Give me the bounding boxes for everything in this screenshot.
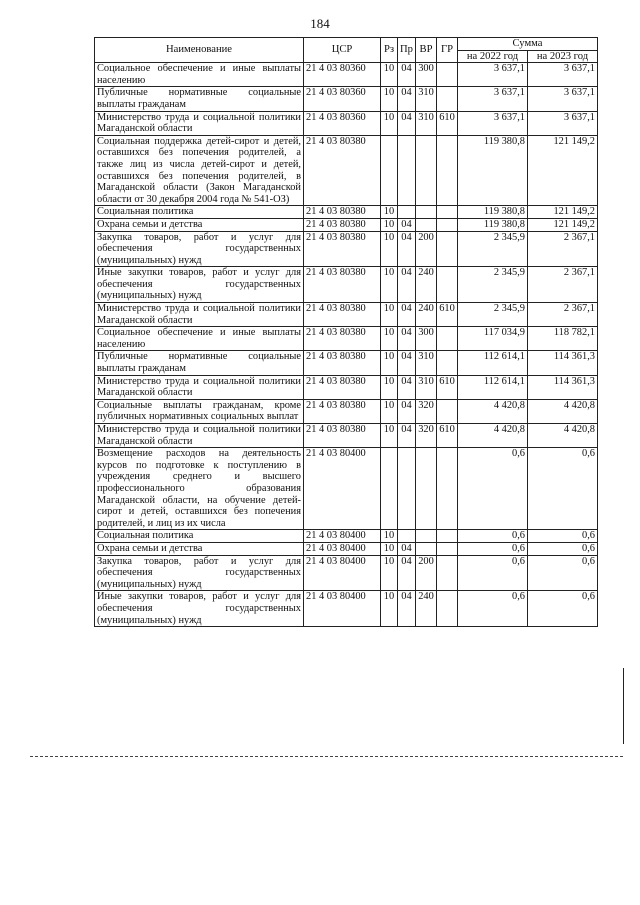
row-csr-cell: 21 4 03 80400 [304,555,381,591]
row-name-cell: Социальная поддержка детей-сирот и детей, оставшихся без попечения родителей, а также лиц из числа детей-сирот и детей, оставшихся без попечения родителей, в Магаданской области (Закон Магаданской области от 30 декабря 2004 года № 541-ОЗ) [95,135,304,206]
budget-table [94,37,598,627]
row-rz-cell: 10 [381,399,398,423]
row-csr-cell: 21 4 03 80360 [304,87,381,111]
row-vr-cell: 300 [416,327,437,351]
row-vr-cell: 240 [416,267,437,303]
row-pr-cell: 04 [398,542,416,555]
row-amount-2022: 0,6 [458,555,528,591]
row-gr-cell [437,206,458,219]
row-pr-cell: 04 [398,303,416,327]
row-amount-2023: 4 420,8 [528,399,598,423]
row-amount-2023: 0,6 [528,591,598,627]
row-amount-2023: 121 149,2 [528,135,598,206]
row-name-cell: Социальные выплаты гражданам, кроме публичных нормативных социальных выплат [95,399,304,423]
row-amount-2023: 3 637,1 [528,111,598,135]
table-row [95,530,598,543]
margin-vertical-line [623,668,624,744]
row-gr-cell [437,399,458,423]
row-csr-cell: 21 4 03 80380 [304,231,381,267]
row-pr-cell [398,135,416,206]
header-rz: Рз [381,38,398,63]
row-pr-cell: 04 [398,591,416,627]
row-amount-2022: 112 614,1 [458,351,528,375]
row-csr-cell: 21 4 03 80360 [304,63,381,87]
row-vr-cell: 240 [416,591,437,627]
row-csr-cell: 21 4 03 80400 [304,591,381,627]
row-csr-cell: 21 4 03 80360 [304,111,381,135]
row-csr-cell: 21 4 03 80380 [304,424,381,448]
row-gr-cell [437,591,458,627]
table-row [95,424,598,448]
row-vr-cell [416,206,437,219]
row-amount-2022: 2 345,9 [458,267,528,303]
row-rz-cell [381,135,398,206]
row-vr-cell [416,448,437,530]
row-amount-2022: 3 637,1 [458,87,528,111]
row-rz-cell: 10 [381,591,398,627]
row-amount-2022: 119 380,8 [458,206,528,219]
row-amount-2023: 2 367,1 [528,231,598,267]
row-amount-2022: 119 380,8 [458,218,528,231]
row-csr-cell: 21 4 03 80380 [304,218,381,231]
table-row [95,375,598,399]
table-row [95,135,598,206]
table-body [95,63,598,627]
header-row-1 [95,38,598,51]
header-gr: ГР [437,38,458,63]
row-vr-cell [416,542,437,555]
page-separator-line [30,756,623,757]
row-pr-cell: 04 [398,63,416,87]
row-csr-cell: 21 4 03 80380 [304,327,381,351]
row-vr-cell: 320 [416,424,437,448]
header-csr: ЦСР [304,38,381,63]
row-amount-2022: 0,6 [458,591,528,627]
row-gr-cell [437,63,458,87]
row-name-cell: Закупка товаров, работ и услуг для обеспечения государственных (муниципальных) нужд [95,555,304,591]
row-csr-cell: 21 4 03 80400 [304,530,381,543]
row-name-cell: Публичные нормативные социальные выплаты гражданам [95,351,304,375]
row-gr-cell [437,530,458,543]
row-vr-cell: 200 [416,555,437,591]
row-pr-cell: 04 [398,375,416,399]
row-amount-2023: 0,6 [528,542,598,555]
row-name-cell: Иные закупки товаров, работ и услуг для обеспечения государственных (муниципальных) нужд [95,267,304,303]
row-gr-cell [437,327,458,351]
row-rz-cell: 10 [381,63,398,87]
row-rz-cell: 10 [381,424,398,448]
row-pr-cell: 04 [398,327,416,351]
row-vr-cell: 300 [416,63,437,87]
row-name-cell: Министерство труда и социальной политики Магаданской области [95,424,304,448]
row-name-cell: Охрана семьи и детства [95,542,304,555]
row-pr-cell: 04 [398,218,416,231]
row-csr-cell: 21 4 03 80380 [304,399,381,423]
row-gr-cell [437,267,458,303]
row-rz-cell: 10 [381,542,398,555]
row-gr-cell: 610 [437,375,458,399]
row-vr-cell: 310 [416,351,437,375]
row-amount-2023: 4 420,8 [528,424,598,448]
row-name-cell: Социальная политика [95,206,304,219]
row-gr-cell [437,351,458,375]
row-rz-cell: 10 [381,111,398,135]
row-rz-cell [381,448,398,530]
row-name-cell: Публичные нормативные социальные выплаты гражданам [95,87,304,111]
table-row [95,327,598,351]
row-rz-cell: 10 [381,375,398,399]
row-name-cell: Иные закупки товаров, работ и услуг для обеспечения государственных (муниципальных) нужд [95,591,304,627]
row-pr-cell [398,530,416,543]
row-vr-cell: 200 [416,231,437,267]
row-amount-2023: 114 361,3 [528,375,598,399]
row-vr-cell: 310 [416,375,437,399]
row-amount-2022: 4 420,8 [458,399,528,423]
row-name-cell: Социальное обеспечение и иные выплаты населению [95,63,304,87]
row-amount-2023: 0,6 [528,555,598,591]
row-gr-cell: 610 [437,111,458,135]
row-csr-cell: 21 4 03 80400 [304,448,381,530]
row-rz-cell: 10 [381,303,398,327]
row-pr-cell: 04 [398,111,416,135]
row-csr-cell: 21 4 03 80380 [304,267,381,303]
row-rz-cell: 10 [381,267,398,303]
table-row [95,448,598,530]
row-amount-2023: 3 637,1 [528,63,598,87]
row-amount-2022: 117 034,9 [458,327,528,351]
row-amount-2022: 0,6 [458,542,528,555]
row-name-cell: Социальная политика [95,530,304,543]
row-rz-cell: 10 [381,555,398,591]
row-amount-2022: 0,6 [458,530,528,543]
row-pr-cell: 04 [398,424,416,448]
header-sum: Сумма [458,38,598,51]
row-gr-cell: 610 [437,303,458,327]
table-row [95,63,598,87]
row-vr-cell: 240 [416,303,437,327]
row-pr-cell: 04 [398,399,416,423]
row-csr-cell: 21 4 03 80380 [304,375,381,399]
table-row [95,218,598,231]
row-csr-cell: 21 4 03 80380 [304,135,381,206]
row-amount-2023: 121 149,2 [528,218,598,231]
table-row [95,267,598,303]
row-vr-cell: 320 [416,399,437,423]
row-gr-cell [437,231,458,267]
header-year-2023: на 2023 год [528,50,598,63]
table-row [95,591,598,627]
row-csr-cell: 21 4 03 80400 [304,542,381,555]
table-row [95,351,598,375]
row-amount-2022: 2 345,9 [458,231,528,267]
row-pr-cell: 04 [398,87,416,111]
table-row [95,542,598,555]
table-row [95,231,598,267]
row-amount-2023: 114 361,3 [528,351,598,375]
row-csr-cell: 21 4 03 80380 [304,206,381,219]
row-amount-2023: 3 637,1 [528,87,598,111]
row-amount-2023: 2 367,1 [528,303,598,327]
row-rz-cell: 10 [381,206,398,219]
row-pr-cell: 04 [398,267,416,303]
row-pr-cell: 04 [398,351,416,375]
row-amount-2022: 2 345,9 [458,303,528,327]
row-gr-cell [437,448,458,530]
row-pr-cell: 04 [398,231,416,267]
row-name-cell: Закупка товаров, работ и услуг для обеспечения государственных (муниципальных) нужд [95,231,304,267]
row-rz-cell: 10 [381,87,398,111]
row-csr-cell: 21 4 03 80380 [304,303,381,327]
row-gr-cell [437,135,458,206]
row-name-cell: Министерство труда и социальной политики Магаданской области [95,303,304,327]
row-rz-cell: 10 [381,351,398,375]
row-amount-2023: 118 782,1 [528,327,598,351]
row-gr-cell [437,555,458,591]
row-vr-cell: 310 [416,111,437,135]
row-gr-cell: 610 [437,424,458,448]
row-amount-2022: 119 380,8 [458,135,528,206]
row-amount-2023: 0,6 [528,448,598,530]
row-gr-cell [437,87,458,111]
table-row [95,555,598,591]
header-pr: Пр [398,38,416,63]
row-name-cell: Социальное обеспечение и иные выплаты населению [95,327,304,351]
row-rz-cell: 10 [381,231,398,267]
row-pr-cell [398,206,416,219]
row-amount-2023: 0,6 [528,530,598,543]
table-row [95,111,598,135]
row-amount-2023: 121 149,2 [528,206,598,219]
row-vr-cell [416,218,437,231]
row-gr-cell [437,542,458,555]
row-vr-cell: 310 [416,87,437,111]
row-name-cell: Министерство труда и социальной политики Магаданской области [95,375,304,399]
header-name: Наименование [95,38,304,63]
table-row [95,399,598,423]
page-number: 184 [310,16,330,31]
row-vr-cell [416,530,437,543]
header-year-2022: на 2022 год [458,50,528,63]
row-amount-2022: 3 637,1 [458,63,528,87]
row-amount-2022: 3 637,1 [458,111,528,135]
row-name-cell: Возмещение расходов на деятельность курсов по подготовке к поступлению в учреждения среднего и высшего профессионального образования Магаданской области, на обучение детей-сирот и детей, оставшихся без попечения родителей, и лиц из их числа [95,448,304,530]
row-amount-2023: 2 367,1 [528,267,598,303]
row-pr-cell: 04 [398,555,416,591]
row-vr-cell [416,135,437,206]
row-csr-cell: 21 4 03 80380 [304,351,381,375]
row-rz-cell: 10 [381,530,398,543]
table-row [95,87,598,111]
row-rz-cell: 10 [381,327,398,351]
table-row [95,206,598,219]
row-name-cell: Министерство труда и социальной политики Магаданской области [95,111,304,135]
row-gr-cell [437,218,458,231]
row-amount-2022: 4 420,8 [458,424,528,448]
row-amount-2022: 0,6 [458,448,528,530]
header-vr: ВР [416,38,437,63]
row-amount-2022: 112 614,1 [458,375,528,399]
row-pr-cell [398,448,416,530]
row-rz-cell: 10 [381,218,398,231]
table-row [95,303,598,327]
row-name-cell: Охрана семьи и детства [95,218,304,231]
